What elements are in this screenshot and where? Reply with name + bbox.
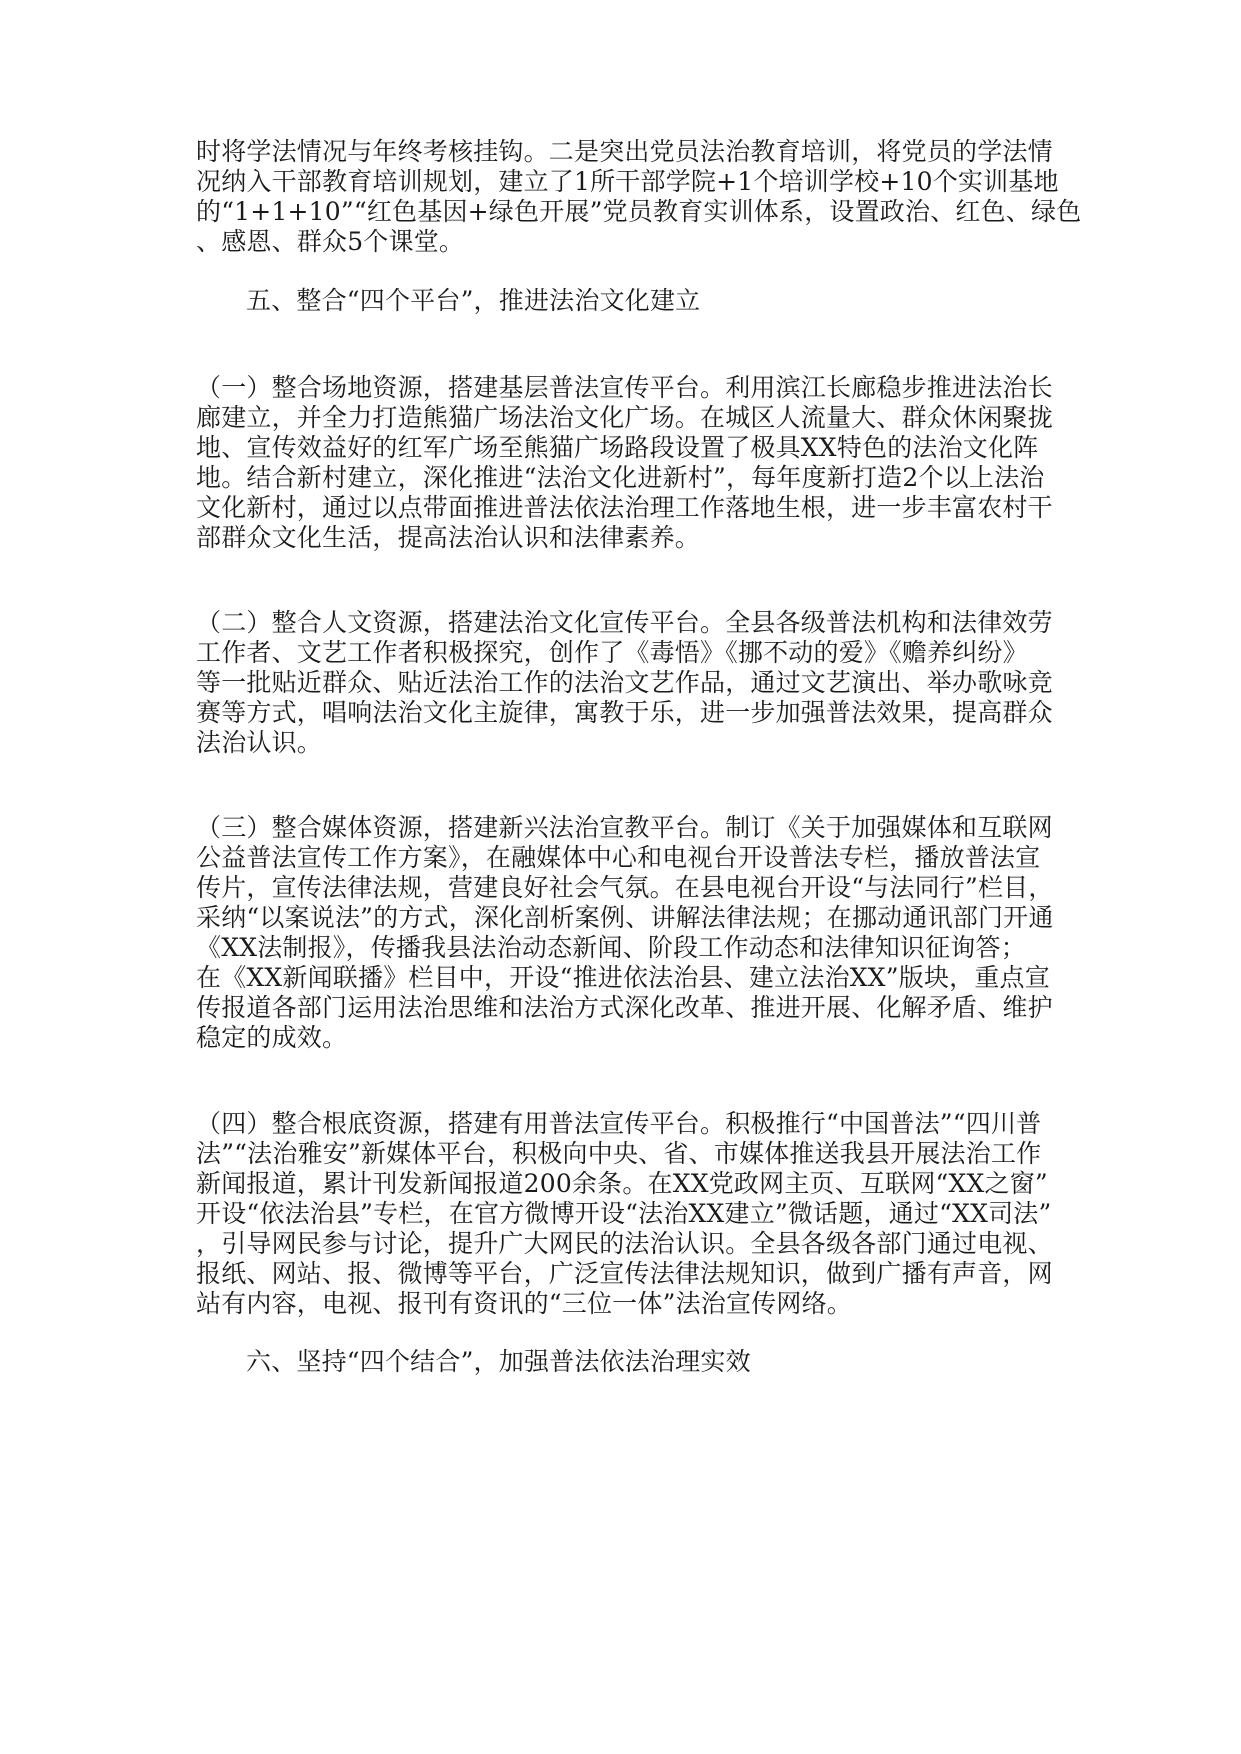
paragraph-line: 部群众文化生活，提高法治认识和法律素养。 [196,523,701,552]
paragraph-line: 在《XX新闻联播》栏目中，开设“推进依法治县、建立法治XX”版块，重点宣 [196,963,1050,992]
paragraph-line: 工作者、文艺工作者积极探究，创作了《毒悟》《挪不动的爱》《赡养纠纷》 [196,638,1028,667]
intro-line: 况纳入干部教育培训规划，建立了1所干部学院+1个培训学校+10个实训基地 [196,167,1059,196]
paragraph-line: 地。结合新村建立，深化推进“法治文化进新村”，每年度新打造2个以上法治 [196,463,1045,492]
paragraph-line: 传报道各部门运用法治思维和法治方式深化改革、推进开展、化解矛盾、维护 [196,993,1053,1022]
paragraph-line: 稳定的成效。 [196,1023,348,1052]
section-heading: 六、坚持“四个结合”，加强普法依法治理实效 [246,1347,751,1376]
paragraph-line: 等一批贴近群众、贴近法治工作的法治文艺作品，通过文艺演出、举办歌咏竞 [196,668,1053,697]
paragraph-line: 地、宣传效益好的红军广场至熊猫广场路段设置了极具XX特色的法治文化阵 [196,433,1039,462]
intro-line: 、感恩、群众5个课堂。 [196,227,465,256]
paragraph-line: （四）整合根底资源，搭建有用普法宣传平台。积极推行“中国普法”“四川普 [196,1109,1042,1138]
paragraph-line: 赛等方式，唱响法治文化主旋律，寓教于乐，进一步加强普法效果，提高群众 [196,698,1053,727]
paragraph-line: 开设“依法治县”专栏，在官方微博开设“法治XX建立”微话题，通过“XX司法” [196,1199,1052,1228]
paragraph-line: 采纳“以案说法”的方式，深化剖析案例、讲解法律法规；在挪动通讯部门开通 [196,903,1054,932]
paragraph-line: 文化新村，通过以点带面推进普法依法治理工作落地生根，进一步丰富农村干 [196,493,1053,522]
intro-line: 的“1+1+10”“红色基因+绿色开展”党员教育实训体系，设置政治、红色、绿色 [196,197,1082,226]
paragraph-line: （二）整合人文资源，搭建法治文化宣传平台。全县各级普法机构和法律效劳 [196,608,1053,637]
section-heading: 五、整合“四个平台”，推进法治文化建立 [246,286,701,315]
paragraph-line: 《XX法制报》，传播我县法治动态新闻、阶段工作动态和法律知识征询答； [196,933,1026,962]
paragraph-line: 廊建立，并全力打造熊猫广场法治文化广场。在城区人流量大、群众休闲聚拢 [196,403,1053,432]
paragraph-line: 报纸、网站、报、微博等平台，广泛宣传法律法规知识，做到广播有声音，网 [196,1259,1053,1288]
paragraph-line: 传片，宣传法律法规，营建良好社会气氛。在县电视台开设“与法同行”栏目， [196,873,1054,902]
paragraph-line: 新闻报道，累计刊发新闻报道200余条。在XX党政网主页、互联网“XX之窗” [196,1169,1048,1198]
paragraph-line: 法治认识。 [196,728,323,757]
paragraph-line: ，引导网民参与讨论，提升广大网民的法治认识。全县各级各部门通过电视、 [196,1229,1053,1258]
paragraph-line: 站有内容，电视、报刊有资讯的“三位一体”法治宣传网络。 [196,1289,852,1318]
paragraph-line: （一）整合场地资源，搭建基层普法宣传平台。利用滨江长廊稳步推进法治长 [196,373,1053,402]
paragraph-line: 公益普法宣传工作方案》，在融媒体中心和电视台开设普法专栏，播放普法宣 [196,843,1041,872]
paragraph-line: 法”“法治雅安”新媒体平台，积极向中央、省、市媒体推送我县开展法治工作 [196,1139,1042,1168]
paragraph-line: （三）整合媒体资源，搭建新兴法治宣教平台。制订《关于加强媒体和互联网 [196,813,1053,842]
intro-line: 时将学法情况与年终考核挂钩。二是突出党员法治教育培训，将党员的学法情 [196,137,1053,166]
